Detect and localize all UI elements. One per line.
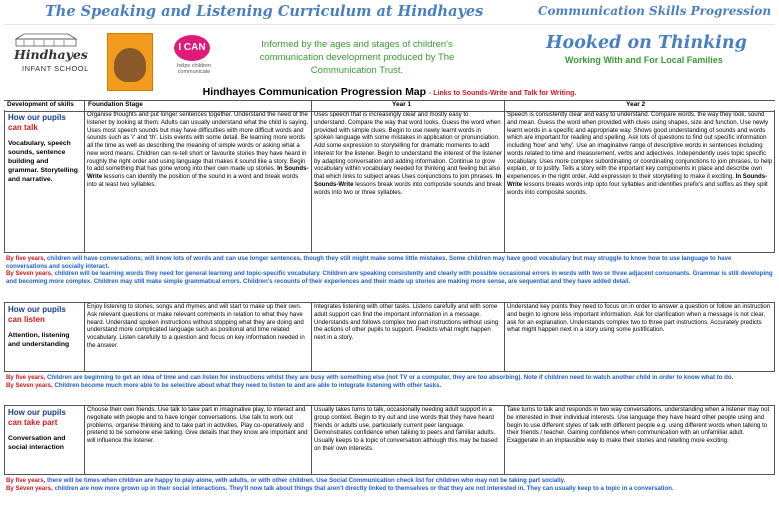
- cell-talk-year1: Uses speech that is increasingly clear and mostly easy to understand. Compare the way that word looks. Guess the word when provided with simple clues. Begin to use newly learnt words in spoken language with some mistakes in application or pronunciation. Add some expression to storytelling for dramatic moments to add interest for the listener. Begin to understand the interest of the listener by adapting conversation and adding information. Continue to grow vocabulary within vocabulary needed for thinking and feeling but also that which links to subject areas Uses conjunctions to join phrases. In Sounds-Write lessons break words into composite sounds and break words into two or three syllables.: [314, 111, 502, 196]
- column-divider: [504, 302, 505, 372]
- label-talk: [8, 113, 80, 184]
- label-take-part: [8, 408, 80, 452]
- map-title-link[interactable]: - Links to Sounds-Write and Talk for Writing.: [428, 90, 577, 97]
- column-divider: [84, 302, 85, 372]
- label-sub: Conversation and social interaction: [8, 435, 66, 451]
- column-divider: [311, 405, 312, 475]
- label-sub: Vocabulary, speech sounds, sentence building and grammar. Storytelling and narrative.: [8, 140, 78, 183]
- note-take-part: By five years, there will be times when children are happy to play alone, with adults, or with other children. Use Social Communication check list for children who may not be taking part socially. By Seven years, children are now more grown up in their social interactions. They'll now talk about things that aren't directly linked to themselves or that they are not interested in. They can usually keep to a topic in a conversation.: [6, 477, 674, 492]
- school-building-icon: [14, 33, 78, 47]
- note-listen: By five years, Children are beginning to get an idea of time and can listen for instructions whilst they are busy with something else (not TV or a computer, they are too absorbing). Note if children need to watch another child in order to know what to do. By Seven years, Children become much more able to be selective about what they need to listen to and are able to integrate listening with other tasks.: [6, 374, 734, 389]
- school-subtitle: INFANT SCHOOL: [22, 64, 89, 73]
- col-header-foundation: Foundation Stage: [88, 101, 143, 108]
- ican-logo: I CAN: [174, 35, 210, 61]
- column-divider: [504, 100, 505, 253]
- column-divider: [311, 100, 312, 253]
- label-sub: Attention, listening and understanding: [8, 332, 70, 348]
- col-header-skills: Development of skills: [7, 101, 74, 108]
- map-title: [0, 86, 779, 98]
- column-divider: [311, 302, 312, 372]
- col-header-year1: Year 1: [392, 101, 412, 108]
- cell-talk-foundation: Organise thoughts and put longer sentences together. Understand the need of the listener by looking at them. Adults can usually understand what the child is saying. Uses most speech sounds but may have difficulties with more difficult words and sounds such as 'r' and 'th'. Lists events with some detail. Be learning more words all the time as well as describing the meaning of simple words or asking what a new word means. Children can re-tell short or favourite stories they have heard in roughly the right order and using language that makes it sound like a story. Begin to add something that has gone wrong into their own made up stories. In Sounds-Write lessons can identify the position of the sound in a word and break words into at least two syllables.: [87, 111, 309, 188]
- cell-part-year2: Take turns to talk and responds in two way conversations, understanding when a listener may not be interested in their individual interests. Use language they have heard other people using and begin to use different styles of talk with different people e.g. using different words when talking to their friends / teacher. Gaining confidence when communication with an unfamiliar adult. Exaggerate in an implausible way to make their stories and retelling more exciting.: [507, 406, 770, 444]
- label-can-listen: can listen: [8, 315, 45, 324]
- column-divider: [84, 405, 85, 475]
- column-divider: [84, 100, 85, 253]
- note-talk: By five years, children will have conversations; will know lots of words and can use longer sentences, though they still might make some little mistakes. Some children may have good vocabulary but may struggle to know how to use language to have conversations and socially interact. By Seven years, children will be learning words they need for general learning and topic-specific vocabulary. Children are speaking consistently and clearly with possible occasional errors in words with two or three adjacent consonants. Grammar is still developing and becoming more complex. Children may still make simple grammatical errors. Children's recounts of their experiences and their made up stories are making more sense, are sequential and they have added detail.: [6, 255, 773, 285]
- cell-listen-foundation: Enjoy listening to stories, songs and rhymes and will start to make up their own. Ask relevant questions or make relevant comments in relation to what they have heard. Understand spoken instructions without stopping what they are doing and understand more complicated language such as positional and time related vocabulary. Listen carefully to a question and focus on key information needed in the answer.: [87, 303, 305, 349]
- informed-by-text: Informed by the ages and stages of children's communication development produced by The Communication Trust.: [259, 39, 455, 76]
- label-how: How our pupils: [8, 408, 66, 417]
- cell-part-foundation: Choose their own friends. Use talk to take part in imaginative play, to interact and negotiate with people and to have longer conversations. Use talk to work out problems, organise thinking and to take part in activities. Play co-operatively and pretend to be someone else talking. Give details that they know are important and will influence the listener.: [87, 406, 308, 444]
- book-cover-image: [107, 33, 153, 91]
- label-can-talk: can talk: [8, 123, 38, 132]
- page-title: The Speaking and Listening Curriculum at Hindhayes: [45, 3, 484, 20]
- label-can-take-part: can take part: [8, 418, 58, 427]
- ican-tagline: helps children communicate: [177, 63, 211, 75]
- hooked-subtitle: Working With and For Local Families: [565, 55, 723, 65]
- label-how: How our pupils: [8, 305, 66, 314]
- school-name: Hindhayes: [14, 47, 88, 62]
- label-how: How our pupils: [8, 113, 66, 122]
- cell-listen-year1: Integrates listening with other tasks. Listens carefully and with some adult support can find the important information in a message. Understands and follows complex two part instructions without using the actions of other pupils to support. Predicts what might happen next in a story.: [314, 303, 499, 341]
- hooked-on-thinking-title: Hooked on Thinking: [546, 33, 747, 53]
- cell-talk-year2: Speech is consistently clear and easy to understand. Compare words, the way they look, sound and mean. Guess the word when provided with clues using shapes, size and function. Use newly learnt words in a specific and appropriate way. Shows good understanding of sounds and words which are important for reading and spelling. Ask lots of questions to find out specific information including 'how' and 'why'. Use an imaginative range of descriptive words in sentences including words related to time and measurement, verbs and adjectives. Independently uses topic specific vocabulary. Uses more complex subordinating or coordinating conjunctions to join phrases, to help explain, or to justify. Tells a story with the important key components in place and describe own experiences in the right order. Add expression to their storytelling to make it exciting. In Sounds-Write lessons breaks words intp upto four syllables and identifies prefix's and suffixs as they split words into composite sounds.: [507, 111, 773, 196]
- map-title-text: Hindhayes Communication Progression Map: [202, 86, 427, 98]
- cell-listen-year2: Understand key points they need to focus on in order to answer a question or follow an instruction and begin to ignore less important information. Ask for clarification when a message is not clear, ask for an explanation. Understands complex two to three part instructions. Accurately predicts what might happen next in a story using some justification.: [507, 303, 771, 334]
- col-header-year2: Year 2: [626, 101, 646, 108]
- cell-part-year1: Usually takes turns to talk, occasionally needing adult support in a group context. Begin to try out and use words that they have heard friends or adults use, particularly current peer language. Demonstrates confidence when talking to peers and familiar adults. Usually keeps to a topic of conversation although this may be based on their own interests.: [314, 406, 498, 452]
- column-divider: [504, 405, 505, 475]
- subtitle-right: Communication Skills Progression: [538, 4, 772, 18]
- label-listen: [8, 305, 80, 349]
